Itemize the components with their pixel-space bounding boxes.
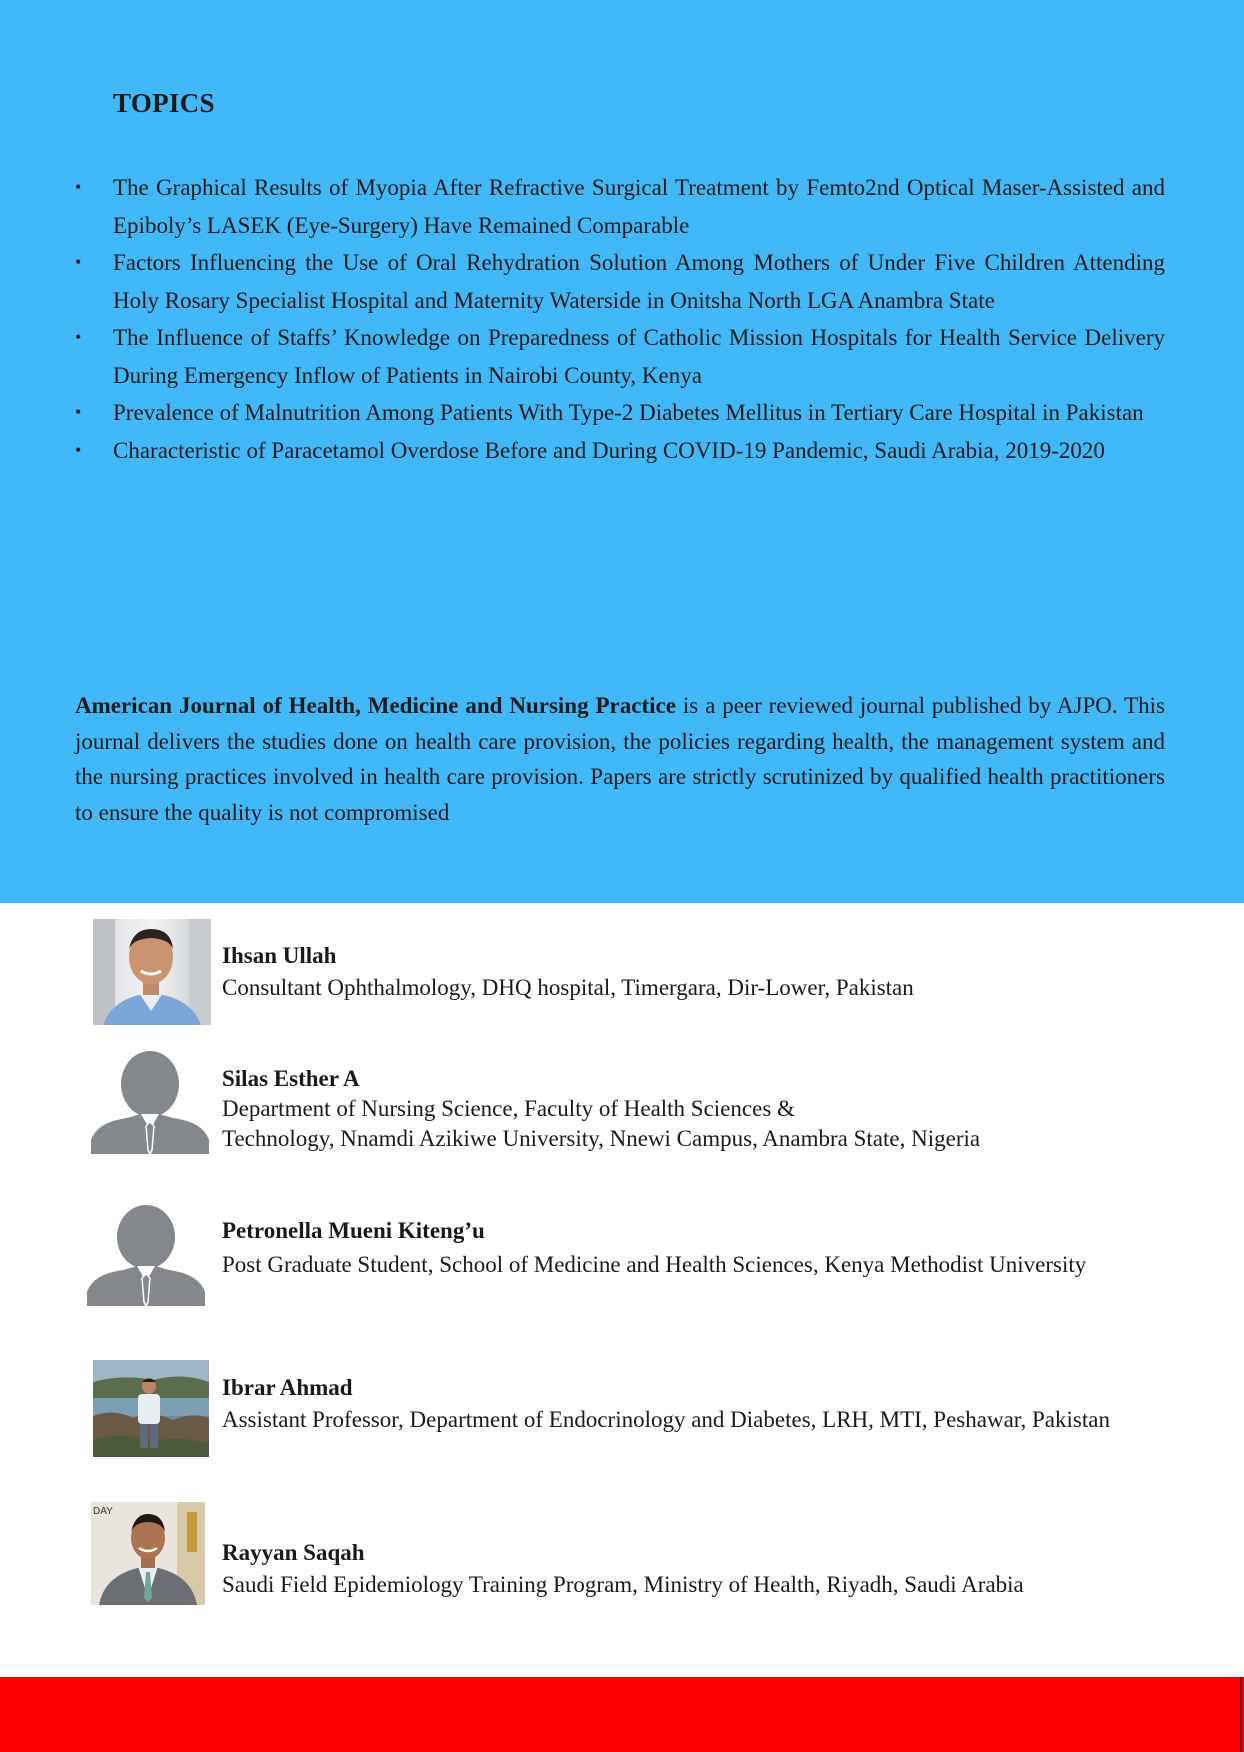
author-name: Ihsan Ullah [222,943,337,968]
footer-bar-edge [1240,1677,1242,1752]
portrait-photo-icon [91,1502,205,1605]
author-info [222,941,1122,1004]
author-photo [87,1204,205,1306]
author-info [222,1373,1122,1436]
topic-text: Characteristic of Paracetamol Overdose Before and During COVID-19 Pandemic, Saudi Arabia, 2019-2020 [113,437,1105,463]
silhouette-placeholder-icon [87,1204,205,1306]
journal-description [75,688,1165,830]
author-photo [93,919,211,1025]
author-affiliation: Post Graduate Student, School of Medicine and Health Sciences, Kenya Methodist University [222,1252,1087,1277]
author-affiliation: Department of Nursing Science, Faculty of Health Sciences & [222,1096,795,1121]
bullet-icon: • [75,327,82,347]
topic-item [75,319,1165,394]
topic-list [75,169,1165,469]
topic-item [75,394,1165,432]
bullet-icon: • [75,439,82,460]
topics-heading: TOPICS [113,88,215,118]
topic-text: The Graphical Results of Myopia After Refractive Surgical Treatment by Femto2nd Optical Maser-Assisted and Epiboly’s LASEK (Eye-Surgery) Have Remained Comparable [113,175,1165,238]
bullet-icon: • [75,402,82,422]
portrait-photo-icon [93,919,211,1025]
silhouette-placeholder-icon [91,1050,209,1154]
author-info [222,1214,1102,1281]
author-affiliation: Technology, Nnamdi Azikiwe University, Nnewi Campus, Anambra State, Nigeria [222,1126,981,1151]
journal-name: American Journal of Health, Medicine and Nursing Practice [75,693,676,718]
journal-description-text: is a peer reviewed journal published by AJPO. This journal delivers the studies done on health care provision, the policies regarding health, the management system and the nursing practices involved in health care provision. Papers are strictly scrutinized by qualified health practitioners to ensure the quality is not compromised [75,693,1166,825]
topic-item [75,244,1165,319]
outdoor-photo-icon [93,1360,209,1457]
topic-text: The Influence of Staffs’ Knowledge on Preparedness of Catholic Mission Hospitals for Health Service Delivery During Emergency Inflow of Patients in Nairobi County, Kenya [113,325,1165,388]
topic-item [75,432,1165,470]
photo-caption: DAY [93,1506,113,1517]
author-name: Rayyan Saqah [222,1540,365,1565]
author-photo [93,1360,209,1457]
author-info [222,1064,1122,1154]
author-affiliation: Saudi Field Epidemiology Training Program, Ministry of Health, Riyadh, Saudi Arabia [222,1572,1024,1597]
author-name: Petronella Mueni Kiteng’u [222,1218,485,1243]
author-name: Ibrar Ahmad [222,1375,353,1400]
topic-text: Factors Influencing the Use of Oral Rehydration Solution Among Mothers of Under Five Children Attending Holy Rosary Specialist Hospital and Maternity Waterside in Onitsha North LGA Anambra State [113,250,1165,313]
author-affiliation: Assistant Professor, Department of Endocrinology and Diabetes, LRH, MTI, Peshawar, Pakistan [222,1407,1110,1432]
author-affiliation: Consultant Ophthalmology, DHQ hospital, Timergara, Dir-Lower, Pakistan [222,975,914,1000]
author-info [222,1538,1122,1601]
topic-item [75,169,1165,244]
author-photo [91,1502,205,1605]
author-name: Silas Esther A [222,1066,360,1091]
bullet-icon: • [75,252,82,272]
author-photo [91,1050,209,1154]
topic-text: Prevalence of Malnutrition Among Patients With Type-2 Diabetes Mellitus in Tertiary Care Hospital in Pakistan [113,400,1144,425]
bullet-icon: • [75,177,82,197]
footer-bar [0,1677,1244,1752]
